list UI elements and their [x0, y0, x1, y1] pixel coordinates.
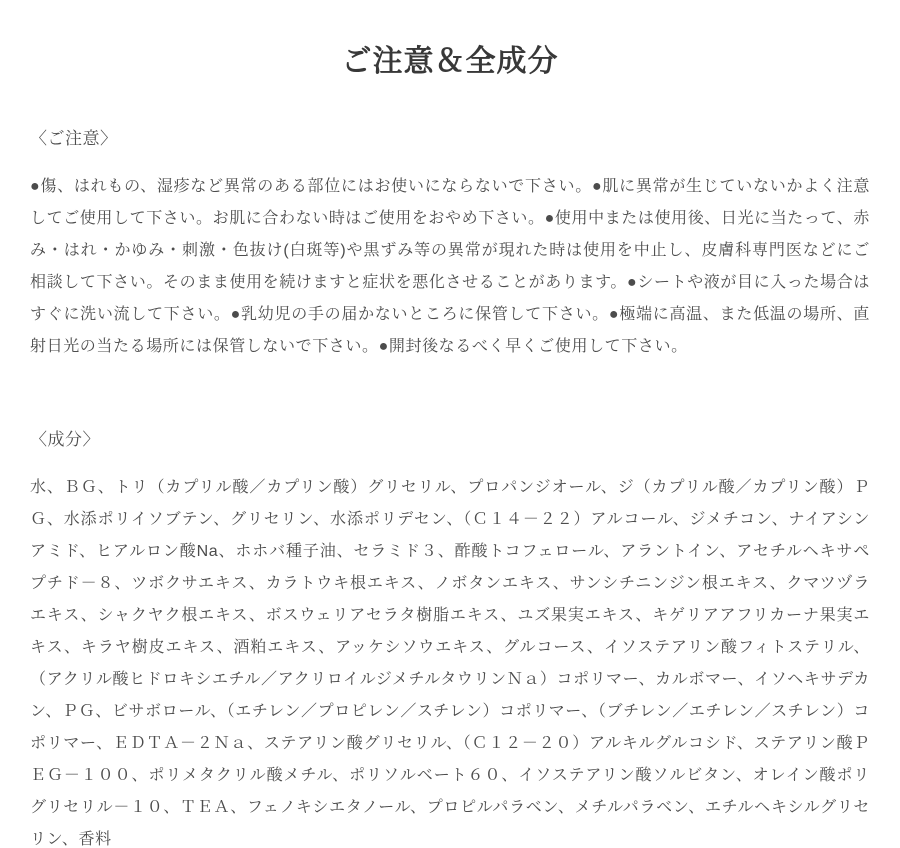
caution-body-text: ●傷、はれもの、湿疹など異常のある部位にはお使いにならないで下さい。●肌に異常が生じていないかよく注意してご使用して下さい。お肌に合わない時はご使用をおやめ下さい。●使用中または使用後、日光に当たって、赤み・はれ・かゆみ・刺激・色抜け(白斑等)や黒ずみ等の異常が現れた時は使用を中止し、皮膚科専門医などにご相談して下さい。そのまま使用を続けますと症状を悪化させることがあります。●シートや液が目に入った場合はすぐに洗い流して下さい。●乳幼児の手の届かないところに保管して下さい。●極端に高温、また低温の場所、直射日光の当たる場所には保管しないで下さい。●開封後なるべく早くご使用して下さい。 — [30, 178, 870, 355]
page-title: ご注意＆全成分 — [341, 45, 559, 78]
ingredients-section — [30, 425, 870, 848]
caution-section — [30, 124, 870, 363]
ingredients-heading: 〈成分〉 — [30, 430, 100, 449]
caution-heading: 〈ご注意〉 — [30, 129, 118, 148]
ingredients-body-text: 水、ＢＧ、トリ（カプリル酸／カプリン酸）グリセリル、プロパンジオール、ジ（カプリル酸／カプリン酸）ＰＧ、水添ポリイソブテン、グリセリン、水添ポリデセン、（Ｃ１４－２２）アルコール、ジメチコン、ナイアシンアミド、ヒアルロン酸Na、ホホバ種子油、セラミド３、酢酸トコフェロール、アラントイン、アセチルヘキサペプチド－８、ツボクサエキス、カラトウキ根エキス、ノボタンエキス、サンシチニンジン根エキス、クマツヅラエキス、シャクヤク根エキス、ボスウェリアセラタ樹脂エキス、ユズ果実エキス、キゲリアアフリカーナ果実エキス、キラヤ樹皮エキス、酒粕エキス、アッケシソウエキス、グルコース、イソステアリン酸フィトステリル、（アクリル酸ヒドロキシエチル／アクリロイルジメチルタウリンＮａ）コポリマー、カルボマー、イソヘキサデカン、ＰＧ、ビサボロール、（エチレン／プロピレン／スチレン）コポリマー、（ブチレン／エチレン／スチレン）コポリマー、ＥＤＴＡ－２Ｎａ、ステアリン酸グリセリル、（Ｃ１２－２０）アルキルグルコシド、ステアリン酸ＰＥＧ－１００、ポリメタクリル酸メチル、ポリソルベート６０、イソステアリン酸ソルビタン、オレイン酸ポリグリセリル－１０、ＴＥＡ、フェノキシエタノール、プロピルパラベン、メチルパラベン、エチルヘキシルグリセリン、香料 — [30, 479, 870, 848]
